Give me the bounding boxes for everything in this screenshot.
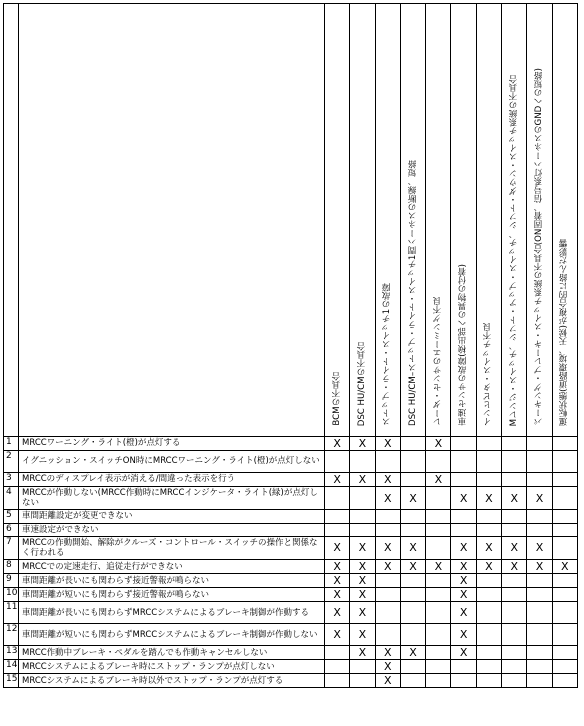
row-symptom: MRCCシステムによるブレーキ時以外でストップ・ランプが点灯する — [19, 674, 325, 688]
cause-mark-cell — [502, 602, 527, 624]
cause-mark-cell — [426, 510, 451, 523]
cause-mark-cell — [325, 510, 350, 523]
cause-mark-cell — [451, 674, 476, 688]
row-symptom: 車間距離が長いにも関わらずMRCCシステムによるブレーキ制御が作動する — [19, 602, 325, 624]
cause-mark-cell — [527, 674, 552, 688]
cause-mark-cell — [400, 510, 425, 523]
cause-mark-cell: X — [527, 487, 552, 510]
cause-mark-cell — [400, 624, 425, 646]
cause-mark-cell — [502, 646, 527, 660]
cause-mark-cell — [325, 523, 350, 536]
cause-mark-cell: X — [325, 536, 350, 559]
row-number: 15 — [4, 674, 19, 688]
cause-mark-cell: X — [350, 536, 375, 559]
cause-mark-cell — [350, 674, 375, 688]
cause-mark-cell: X — [325, 602, 350, 624]
cause-mark-cell — [502, 523, 527, 536]
cause-mark-cell — [552, 451, 577, 473]
cause-mark-cell — [451, 510, 476, 523]
cause-mark-cell: X — [451, 574, 476, 588]
row-symptom: MRCCワーニング・ライト(橙)が点灯する — [19, 437, 325, 451]
cause-mark-cell — [426, 523, 451, 536]
row-symptom: MRCCが作動しない(MRCC作動時にMRCCインジケータ・ライト(緑)が点灯しない — [19, 487, 325, 510]
cause-mark-cell — [527, 473, 552, 487]
cause-mark-cell — [552, 602, 577, 624]
cause-mark-cell — [375, 588, 400, 602]
table-row — [4, 451, 578, 473]
cause-mark-cell — [375, 574, 400, 588]
cause-mark-cell — [502, 473, 527, 487]
cause-mark-cell — [325, 660, 350, 674]
row-number: 12 — [4, 624, 19, 646]
cause-mark-cell: X — [350, 437, 375, 451]
row-number: 2 — [4, 451, 19, 473]
row-number: 3 — [4, 473, 19, 487]
cause-mark-cell — [552, 660, 577, 674]
column-header-8 — [502, 4, 527, 437]
cause-mark-cell — [552, 523, 577, 536]
row-number: 8 — [4, 560, 19, 574]
table-row — [4, 602, 578, 624]
cause-mark-cell — [451, 437, 476, 451]
table-row — [4, 523, 578, 536]
cause-mark-cell — [325, 487, 350, 510]
cause-mark-cell — [350, 660, 375, 674]
cause-mark-cell — [476, 437, 501, 451]
cause-mark-cell — [552, 473, 577, 487]
cause-mark-cell — [552, 437, 577, 451]
cause-mark-cell: X — [375, 487, 400, 510]
column-header-label: インヒビタ・スイッチ不良 — [483, 322, 494, 426]
cause-mark-cell — [502, 588, 527, 602]
header-description — [19, 4, 325, 437]
row-symptom: MRCC作動中ブレーキ・ペダルを踏んでも作動キャンセルしない — [19, 646, 325, 660]
cause-mark-cell — [552, 574, 577, 588]
cause-mark-cell: X — [426, 437, 451, 451]
row-number: 7 — [4, 536, 19, 559]
cause-mark-cell — [426, 660, 451, 674]
cause-mark-cell — [527, 510, 552, 523]
row-symptom: 車間距離が長いにも関わらず接近警報が鳴らない — [19, 574, 325, 588]
cause-mark-cell — [476, 510, 501, 523]
cause-mark-cell — [426, 536, 451, 559]
row-symptom: 車間距離が短いにも関わらず接近警報が鳴らない — [19, 588, 325, 602]
cause-mark-cell: X — [426, 473, 451, 487]
cause-mark-cell — [426, 674, 451, 688]
cause-mark-cell: X — [375, 536, 400, 559]
table-row — [4, 624, 578, 646]
cause-mark-cell — [502, 624, 527, 646]
cause-mark-cell: X — [451, 560, 476, 574]
cause-mark-cell: X — [350, 473, 375, 487]
column-header-label: 運転状態(道路環境、天候)が複合的に絡んだ影響 — [559, 238, 570, 426]
cause-mark-cell: X — [325, 473, 350, 487]
cause-mark-cell — [451, 473, 476, 487]
cause-mark-cell: X — [476, 487, 501, 510]
cause-mark-cell — [476, 574, 501, 588]
column-header-label: パーキング・ブレーキ・スイッチ系統の不具合(ON固着、信号系灯ハーネスのGNDへの短絡) — [534, 68, 545, 426]
column-header-7 — [476, 4, 501, 437]
cause-mark-cell — [552, 487, 577, 510]
row-symptom: MRCCのディスプレイ表示が消える/間違った表示を行う — [19, 473, 325, 487]
cause-mark-cell — [476, 602, 501, 624]
cause-mark-cell: X — [502, 560, 527, 574]
cause-mark-cell — [400, 473, 425, 487]
row-symptom: 車間距離が短いにも関わらずMRCCシステムによるブレーキ制御が作動しない — [19, 624, 325, 646]
column-header-4 — [400, 4, 425, 437]
cause-mark-cell — [375, 523, 400, 536]
cause-mark-cell — [350, 510, 375, 523]
column-header-10 — [552, 4, 577, 437]
table-body — [4, 437, 578, 688]
column-header-label: DSC HU/CM–ストップ・ライト・スイッチ1間ハーネスの断線、短絡 — [407, 159, 418, 426]
column-header-2 — [350, 4, 375, 437]
cause-mark-cell — [527, 624, 552, 646]
cause-mark-cell: X — [375, 560, 400, 574]
cause-mark-cell — [527, 451, 552, 473]
cause-mark-cell: X — [375, 674, 400, 688]
cause-mark-cell — [502, 674, 527, 688]
table-row — [4, 574, 578, 588]
cause-mark-cell — [426, 588, 451, 602]
cause-mark-cell: X — [502, 487, 527, 510]
cause-mark-cell: X — [451, 588, 476, 602]
column-header-label: 車速センサの故障(検出部への異物の付着) — [458, 264, 469, 426]
row-number: 9 — [4, 574, 19, 588]
row-number: 13 — [4, 646, 19, 660]
cause-mark-cell: X — [451, 624, 476, 646]
header-row — [4, 4, 578, 437]
column-header-label: BCMの不具合 — [331, 372, 342, 426]
cause-mark-cell — [552, 510, 577, 523]
cause-mark-cell — [426, 602, 451, 624]
cause-mark-cell — [502, 660, 527, 674]
cause-mark-cell: X — [527, 560, 552, 574]
cause-mark-cell — [552, 646, 577, 660]
cause-mark-cell — [400, 523, 425, 536]
row-symptom: MRCCでの定速走行、追従走行ができない — [19, 560, 325, 574]
row-symptom: イグニッション・スイッチON時にMRCCワーニング・ライト(橙)が点灯しない — [19, 451, 325, 473]
table-row — [4, 487, 578, 510]
table-row — [4, 473, 578, 487]
cause-mark-cell — [502, 451, 527, 473]
cause-mark-cell: X — [552, 560, 577, 574]
column-header-3 — [375, 4, 400, 437]
row-number: 10 — [4, 588, 19, 602]
cause-mark-cell — [527, 646, 552, 660]
cause-mark-cell: X — [350, 588, 375, 602]
cause-mark-cell: X — [350, 624, 375, 646]
cause-mark-cell — [400, 574, 425, 588]
table-row — [4, 674, 578, 688]
cause-mark-cell: X — [350, 560, 375, 574]
cause-mark-cell: X — [451, 487, 476, 510]
cause-mark-cell — [476, 646, 501, 660]
cause-mark-cell — [426, 487, 451, 510]
cause-mark-cell — [451, 660, 476, 674]
cause-mark-cell — [426, 574, 451, 588]
cause-mark-cell: X — [502, 536, 527, 559]
cause-mark-cell — [552, 588, 577, 602]
cause-mark-cell — [325, 451, 350, 473]
cause-mark-cell — [400, 437, 425, 451]
cause-mark-cell: X — [325, 624, 350, 646]
table-row — [4, 660, 578, 674]
cause-mark-cell — [451, 523, 476, 536]
cause-mark-cell: X — [350, 602, 375, 624]
column-header-9 — [527, 4, 552, 437]
cause-mark-cell — [400, 451, 425, 473]
cause-mark-cell — [552, 674, 577, 688]
cause-mark-cell: X — [350, 574, 375, 588]
cause-mark-cell — [476, 451, 501, 473]
cause-mark-cell: X — [426, 560, 451, 574]
cause-mark-cell — [350, 487, 375, 510]
cause-mark-cell — [426, 624, 451, 646]
cause-mark-cell: X — [375, 437, 400, 451]
column-header-5 — [426, 4, 451, 437]
cause-mark-cell — [325, 674, 350, 688]
table-row — [4, 560, 578, 574]
cause-mark-cell — [527, 588, 552, 602]
cause-mark-cell — [375, 624, 400, 646]
cause-mark-cell: X — [350, 646, 375, 660]
cause-mark-cell — [527, 602, 552, 624]
cause-mark-cell: X — [527, 536, 552, 559]
row-number: 14 — [4, 660, 19, 674]
cause-mark-cell — [552, 536, 577, 559]
cause-mark-cell: X — [400, 560, 425, 574]
table-row — [4, 536, 578, 559]
cause-mark-cell — [400, 660, 425, 674]
column-header-6 — [451, 4, 476, 437]
row-symptom: MRCCの作動開始、解除がクルーズ・コントロール・スイッチの操作と関係なく行われる — [19, 536, 325, 559]
row-number: 4 — [4, 487, 19, 510]
row-number: 11 — [4, 602, 19, 624]
column-header-label: Mレンジ・スイッチ、シフト・アップ・スイッチ、シフト・ダウン・スイッチ系統の不具合 — [508, 74, 519, 426]
cause-mark-cell: X — [325, 574, 350, 588]
cause-mark-cell: X — [375, 646, 400, 660]
row-symptom: 車速設定ができない — [19, 523, 325, 536]
cause-mark-cell: X — [375, 473, 400, 487]
diagnosis-table-container — [3, 3, 578, 688]
cause-mark-cell — [527, 437, 552, 451]
row-symptom: MRCCシステムによるブレーキ時にストップ・ランプが点灯しない — [19, 660, 325, 674]
cause-mark-cell: X — [400, 536, 425, 559]
cause-mark-cell — [552, 624, 577, 646]
cause-mark-cell: X — [451, 602, 476, 624]
cause-mark-cell: X — [325, 588, 350, 602]
cause-mark-cell — [350, 523, 375, 536]
cause-mark-cell — [400, 588, 425, 602]
cause-mark-cell: X — [476, 536, 501, 559]
cause-mark-cell — [375, 510, 400, 523]
cause-mark-cell: X — [451, 646, 476, 660]
cause-mark-cell — [476, 674, 501, 688]
row-number: 6 — [4, 523, 19, 536]
row-number: 5 — [4, 510, 19, 523]
column-header-label: レーダ・センサのエーミング不良 — [432, 297, 443, 426]
cause-mark-cell — [502, 510, 527, 523]
cause-mark-cell — [350, 451, 375, 473]
diagnosis-table — [3, 3, 578, 688]
cause-mark-cell — [502, 574, 527, 588]
cause-mark-cell: X — [375, 660, 400, 674]
column-header-label: ストップ・ライト・スイッチ1の故障 — [382, 282, 393, 426]
row-symptom: 車間距離設定が変更できない — [19, 510, 325, 523]
cause-mark-cell: X — [400, 487, 425, 510]
cause-mark-cell — [400, 674, 425, 688]
cause-mark-cell: X — [451, 536, 476, 559]
cause-mark-cell — [426, 451, 451, 473]
column-header-1 — [325, 4, 350, 437]
table-row — [4, 588, 578, 602]
cause-mark-cell — [400, 602, 425, 624]
column-header-label: DSC HU/CMの不具合 — [356, 341, 367, 426]
cause-mark-cell: X — [325, 437, 350, 451]
cause-mark-cell — [375, 451, 400, 473]
cause-mark-cell — [527, 523, 552, 536]
cause-mark-cell: X — [400, 646, 425, 660]
header-corner — [4, 4, 19, 437]
row-number: 1 — [4, 437, 19, 451]
cause-mark-cell — [476, 523, 501, 536]
cause-mark-cell: X — [325, 560, 350, 574]
cause-mark-cell — [375, 602, 400, 624]
cause-mark-cell — [527, 660, 552, 674]
cause-mark-cell — [476, 588, 501, 602]
cause-mark-cell — [451, 451, 476, 473]
cause-mark-cell — [476, 660, 501, 674]
table-row — [4, 437, 578, 451]
cause-mark-cell — [426, 646, 451, 660]
cause-mark-cell — [527, 574, 552, 588]
cause-mark-cell — [502, 437, 527, 451]
cause-mark-cell — [325, 646, 350, 660]
cause-mark-cell — [476, 624, 501, 646]
cause-mark-cell — [476, 473, 501, 487]
table-row — [4, 646, 578, 660]
table-row — [4, 510, 578, 523]
cause-mark-cell: X — [476, 560, 501, 574]
